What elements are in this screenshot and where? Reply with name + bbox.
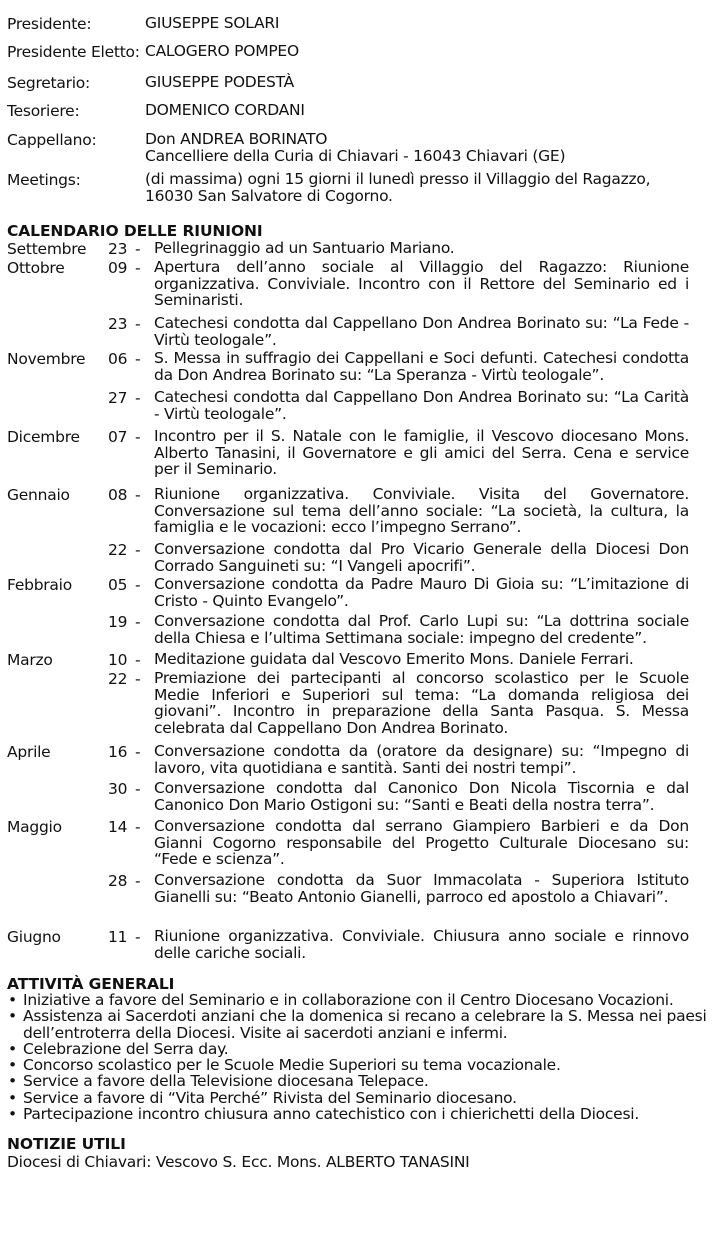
- activity-text: Partecipazione incontro chiusura anno catechistico con i chierichetti della Diocesi.: [23, 1105, 640, 1124]
- entry-month: Novembre: [7, 350, 86, 368]
- entry-day: 14: [108, 818, 128, 836]
- entry-month: Dicembre: [7, 428, 80, 446]
- activities-heading: ATTIVITÀ GENERALI: [7, 975, 175, 993]
- activity-text: Concorso scolastico per le Scuole Medie Superiori su tema vocazionale.: [23, 1056, 561, 1075]
- entry-day: 28: [108, 872, 128, 890]
- activities-list: [8, 992, 708, 1122]
- entry-day: 08: [108, 486, 128, 504]
- entry-day: 22: [108, 670, 128, 688]
- activity-text: Celebrazione del Serra day.: [23, 1039, 229, 1058]
- entry-text: Conversazione condotta dal Pro Vicario Generale della Diocesi Don Corrado Sanguineti su: “I Vangeli apocrifi”.: [154, 540, 689, 575]
- bullet-icon: •: [8, 1056, 17, 1075]
- entry-text: Apertura dell’anno sociale al Villaggio del Ragazzo: Riunione organizzativa. Conviviale. Incontro con il Rettore del Seminario ed i Seminaristi.: [154, 258, 689, 309]
- activity-text: Assistenza ai Sacerdoti anziani che la domenica si recano a celebrare la S. Messa nei paesi dell’entroterra della Diocesi. Visite ai sacerdoti anziani e infermi.: [23, 1007, 707, 1042]
- entry-day: 23: [108, 240, 128, 258]
- entry-day: 22: [108, 541, 128, 559]
- officer-label: Presidente Eletto:: [7, 43, 140, 61]
- calendar-heading: CALENDARIO DELLE RIUNIONI: [7, 222, 263, 240]
- entry-text: Catechesi condotta dal Cappellano Don Andrea Borinato su: “La Carità - Virtù teologale”.: [154, 388, 689, 423]
- entry-month: Marzo: [7, 651, 53, 669]
- entry-dash: -: [135, 486, 141, 504]
- entry-dash: -: [135, 240, 141, 258]
- entry-text: S. Messa in suffragio dei Cappellani e Soci defunti. Catechesi condotta da Don Andrea Borinato su: “La Speranza - Virtù teologale”.: [154, 349, 689, 384]
- entry-day: 23: [108, 315, 128, 333]
- entry-dash: -: [135, 613, 141, 631]
- entry-text: Catechesi condotta dal Cappellano Don Andrea Borinato su: “La Fede - Virtù teologale”.: [154, 314, 689, 349]
- bullet-icon: •: [8, 1088, 17, 1107]
- entry-day: 06: [108, 350, 128, 368]
- entry-day: 30: [108, 780, 128, 798]
- activity-text: Service a favore della Televisione diocesana Telepace.: [23, 1072, 429, 1091]
- entry-dash: -: [135, 576, 141, 594]
- entry-day: 11: [108, 928, 128, 946]
- entry-month: Settembre: [7, 240, 87, 258]
- list-item: [8, 1057, 708, 1073]
- entry-text: Incontro per il S. Natale con le famiglie, il Vescovo diocesano Mons. Alberto Tanasini, il Governatore e gli amici del Serra. Cena e service per il Seminario.: [154, 427, 689, 478]
- entry-dash: -: [135, 428, 141, 446]
- entry-month: Giugno: [7, 928, 61, 946]
- notices-heading: NOTIZIE UTILI: [7, 1135, 126, 1153]
- entry-text: Conversazione condotta da Suor Immacolata - Superiora Istituto Gianelli su: “Beato Antonio Gianelli, parroco ed apostolo a Chiavari”.: [154, 871, 689, 906]
- bullet-icon: •: [8, 1007, 17, 1026]
- officer-value: Don ANDREA BORINATO: [145, 130, 328, 148]
- entry-text: Conversazione condotta dal Prof. Carlo Lupi su: “La dottrina sociale della Chiesa e l’ultima Settimana sociale: impegno del credente”.: [154, 612, 689, 647]
- officer-value: GIUSEPPE PODESTÀ: [145, 73, 294, 91]
- entry-dash: -: [135, 651, 141, 669]
- list-item: [8, 1090, 708, 1106]
- entry-dash: -: [135, 259, 141, 277]
- officer-value: CALOGERO POMPEO: [145, 42, 299, 60]
- entry-dash: -: [135, 818, 141, 836]
- bullet-icon: •: [8, 1072, 17, 1091]
- entry-month: Aprile: [7, 743, 51, 761]
- entry-dash: -: [135, 928, 141, 946]
- officer-value: (di massima) ogni 15 giorni il lunedì presso il Villaggio del Ragazzo,: [145, 170, 651, 188]
- entry-day: 10: [108, 651, 128, 669]
- entry-dash: -: [135, 670, 141, 688]
- officer-label: Meetings:: [7, 171, 81, 189]
- entry-month: Febbraio: [7, 576, 72, 594]
- list-item: [8, 992, 708, 1008]
- entry-dash: -: [135, 350, 141, 368]
- entry-month: Gennaio: [7, 486, 70, 504]
- officer-value: Cancelliere della Curia di Chiavari - 16043 Chiavari (GE): [145, 147, 566, 165]
- entry-dash: -: [135, 780, 141, 798]
- notices-text: Diocesi di Chiavari: Vescovo S. Ecc. Mons. ALBERTO TANASINI: [7, 1153, 470, 1171]
- entry-day: 27: [108, 389, 128, 407]
- entry-dash: -: [135, 315, 141, 333]
- entry-day: 19: [108, 613, 128, 631]
- officer-value: 16030 San Salvatore di Cogorno.: [145, 187, 393, 205]
- entry-day: 05: [108, 576, 128, 594]
- entry-text: Premiazione dei partecipanti al concorso scolastico per le Scuole Medie Inferiori e Superiori sul tema: “La domanda religiosa dei giovani”. Incontro in preparazione della Santa Pasqua. S. Messa celebrata dal Cappellano Don Andrea Borinato.: [154, 669, 689, 737]
- entry-text: Riunione organizzativa. Conviviale. Chiusura anno sociale e rinnovo delle cariche sociali.: [154, 927, 689, 962]
- entry-dash: -: [135, 389, 141, 407]
- entry-day: 07: [108, 428, 128, 446]
- officer-label: Segretario:: [7, 74, 90, 92]
- officer-label: Tesoriere:: [7, 102, 80, 120]
- list-item: [8, 1073, 708, 1089]
- officer-label: Cappellano:: [7, 131, 97, 149]
- entry-day: 09: [108, 259, 128, 277]
- list-item: [8, 1106, 708, 1122]
- officer-label: Presidente:: [7, 15, 92, 33]
- entry-text: Conversazione condotta dal serrano Giampiero Barbieri e da Don Gianni Cogorno responsabile del Progetto Culturale Diocesano su: “Fede e scienza”.: [154, 817, 689, 868]
- entry-text: Pellegrinaggio ad un Santuario Mariano.: [154, 239, 455, 257]
- entry-text: Riunione organizzativa. Conviviale. Visita del Governatore. Conversazione sul tema dell’anno sociale: “La società, la cultura, la famiglia e le vocazioni: ecco l’impegno Serrano”.: [154, 485, 689, 536]
- officer-value: GIUSEPPE SOLARI: [145, 14, 280, 32]
- bullet-icon: •: [8, 991, 17, 1009]
- bullet-icon: •: [8, 1039, 17, 1058]
- entry-month: Ottobre: [7, 259, 65, 277]
- bullet-icon: •: [8, 1105, 17, 1124]
- entry-day: 16: [108, 743, 128, 761]
- entry-dash: -: [135, 743, 141, 761]
- activity-text: Service a favore di “Vita Perché” Rivista del Seminario diocesano.: [23, 1088, 517, 1107]
- list-item: [8, 1041, 708, 1057]
- entry-text: Conversazione condotta da Padre Mauro Di Gioia su: “L’imitazione di Cristo - Quinto Evangelo”.: [154, 575, 689, 610]
- entry-text: Meditazione guidata dal Vescovo Emerito Mons. Daniele Ferrari.: [154, 650, 634, 668]
- list-item: [8, 1008, 708, 1041]
- entry-text: Conversazione condotta da (oratore da designare) su: “Impegno di lavoro, vita quotidiana e santità. Santi dei nostri tempi”.: [154, 742, 689, 777]
- activity-text: Iniziative a favore del Seminario e in collaborazione con il Centro Diocesano Vocazioni.: [23, 991, 674, 1009]
- officer-value: DOMENICO CORDANI: [145, 101, 305, 119]
- entry-dash: -: [135, 872, 141, 890]
- entry-text: Conversazione condotta dal Canonico Don Nicola Tiscornia e dal Canonico Don Mario Ostigoni su: “Santi e Beati della nostra terra”.: [154, 779, 689, 814]
- entry-month: Maggio: [7, 818, 62, 836]
- entry-dash: -: [135, 541, 141, 559]
